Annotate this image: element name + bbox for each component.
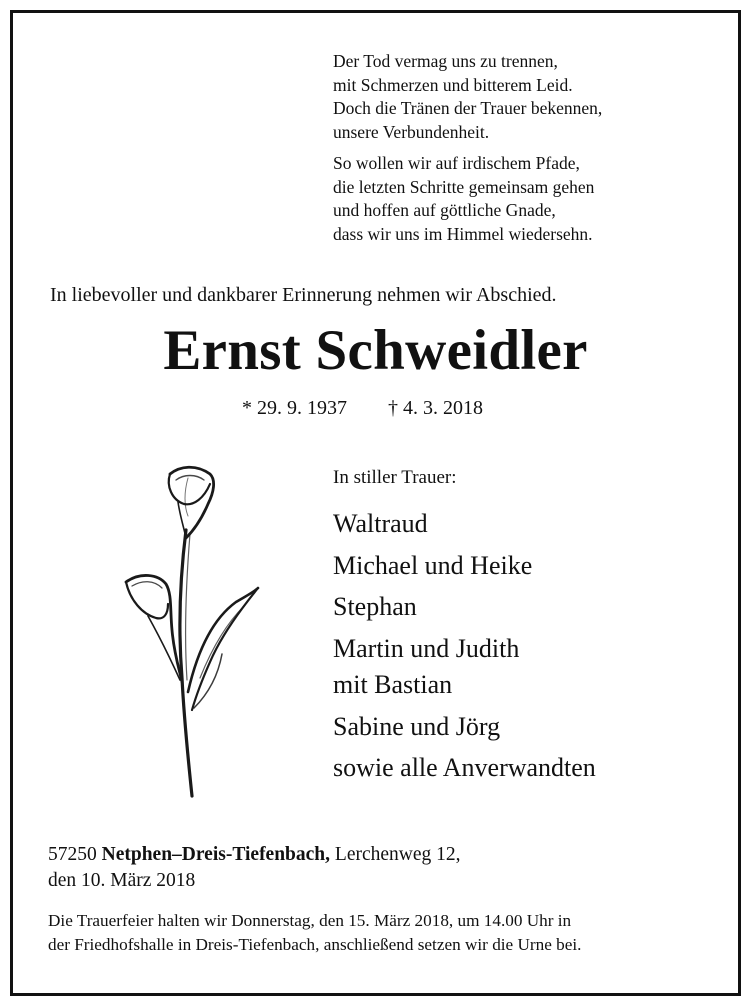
death-date: † 4. 3. 2018 bbox=[388, 397, 483, 419]
poem-line: und hoffen auf göttliche Gnade, bbox=[333, 200, 556, 220]
mourner-name: Martin und Judith bbox=[333, 633, 520, 663]
street-address: Lerchenweg 12, bbox=[334, 844, 461, 865]
mourner-name: Stephan bbox=[333, 592, 417, 621]
postal-code: 57250 bbox=[48, 844, 97, 865]
mourner-name: Sabine und Jörg bbox=[333, 711, 501, 741]
announcement-date: den 10. März 2018 bbox=[48, 870, 196, 891]
life-dates bbox=[242, 397, 483, 420]
mourner-name: sowie alle Anverwandten bbox=[333, 753, 596, 782]
birth-date: * 29. 9. 1937 bbox=[242, 397, 347, 419]
poem-stanza-2 bbox=[333, 152, 602, 246]
mourner-name: Waltraud bbox=[333, 509, 428, 538]
address-line bbox=[48, 842, 461, 868]
mourner-name: Michael und Heike bbox=[333, 550, 533, 580]
funeral-notice bbox=[48, 909, 581, 956]
mourner-name: mit Bastian bbox=[333, 670, 453, 699]
funeral-notice-line: der Friedhofshalle in Dreis-Tiefenbach, anschließend setzen wir die Urne bei. bbox=[48, 934, 582, 954]
poem-line: mit Schmerzen und bitterem Leid. bbox=[333, 74, 573, 95]
calla-lily-icon bbox=[118, 458, 268, 808]
deceased-name: Ernst Schweidler bbox=[163, 319, 588, 382]
poem-line: die letzten Schritte gemeinsam gehen bbox=[333, 176, 595, 197]
mourners-list bbox=[333, 506, 596, 787]
poem-line: Doch die Tränen der Trauer bekennen, bbox=[333, 98, 603, 118]
family-address bbox=[48, 842, 461, 894]
town-name: Netphen–Dreis-Tiefenbach, bbox=[101, 844, 331, 865]
poem-line: dass wir uns im Himmel wiedersehn. bbox=[333, 223, 593, 244]
mourning-label: In stiller Trauer: bbox=[333, 467, 457, 488]
poem-line: So wollen wir auf irdischem Pfade, bbox=[333, 153, 580, 173]
poem bbox=[333, 50, 602, 246]
poem-line: unsere Verbundenheit. bbox=[333, 121, 490, 142]
farewell-intro: In liebevoller und dankbarer Erinnerung nehmen wir Abschied. bbox=[50, 284, 557, 306]
funeral-notice-line: Die Trauerfeier halten wir Donnerstag, den 15. März 2018, um 14.00 Uhr in bbox=[48, 911, 572, 930]
poem-stanza-1 bbox=[333, 50, 602, 144]
poem-line: Der Tod vermag uns zu trennen, bbox=[333, 51, 558, 71]
